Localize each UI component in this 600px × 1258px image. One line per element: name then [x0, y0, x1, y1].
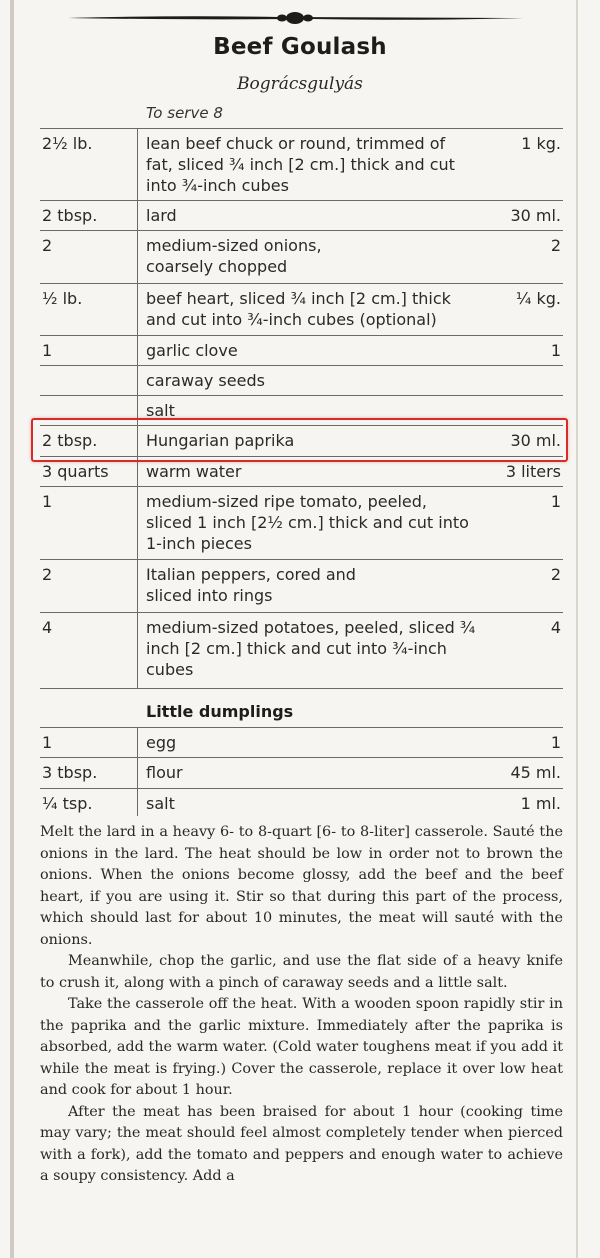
- ingredient-qty-metric: 1 kg.: [521, 134, 561, 153]
- ingredient-description: beef heart, sliced ¾ inch [2 cm.] thick and cut into ¾-inch cubes (optional): [146, 289, 451, 329]
- ingredient-qty-us: 3 tbsp.: [42, 763, 98, 782]
- ingredient-row: [40, 128, 563, 200]
- ingredient-qty-metric: 45 ml.: [510, 763, 561, 782]
- recipe-subtitle: Bográcsgulyás: [237, 74, 363, 94]
- ingredient-row: [40, 486, 563, 559]
- ingredient-qty-us: 2: [42, 565, 53, 584]
- ingredient-description: lard: [146, 206, 177, 225]
- ingredient-qty-us: 2½ lb.: [42, 134, 93, 153]
- ingredient-qty-metric: ¼ kg.: [515, 289, 561, 308]
- ornament-divider-icon: [68, 8, 523, 28]
- instruction-paragraph: After the meat has been braised for about 1 hour (cooking time may vary; the meat should feel almost completely tender when pierced with a fork), add the tomato and peppers and enough water to achieve a soupy consistency. Add a: [40, 1103, 563, 1184]
- ingredient-qty-us: 1: [42, 341, 53, 360]
- page-edge-right: [576, 0, 578, 1258]
- ingredient-description: lean beef chuck or round, trimmed of fat, sliced ¾ inch [2 cm.] thick and cut into ¾-inch cubes: [146, 134, 455, 195]
- ingredient-description: Hungarian paprika: [146, 431, 295, 450]
- ingredient-qty-us: 3 quarts: [42, 462, 109, 481]
- ingredient-description: Italian peppers, cored and sliced into rings: [146, 565, 356, 605]
- ingredient-qty-metric: 1 ml.: [520, 794, 561, 813]
- ingredient-row: [40, 365, 563, 395]
- ingredient-description: medium-sized onions, coarsely chopped: [146, 236, 322, 276]
- ingredient-description: garlic clove: [146, 341, 238, 360]
- page-edge-left: [10, 0, 14, 1258]
- dumpling-ingredient-row: [40, 727, 563, 757]
- ingredient-row: [40, 335, 563, 365]
- ingredient-row: [40, 612, 563, 688]
- ingredient-qty-metric: 2: [550, 565, 561, 584]
- ingredient-qty-us: 4: [42, 618, 53, 637]
- dumpling-ingredient-row: [40, 788, 563, 816]
- ingredient-description: flour: [146, 763, 183, 782]
- dumplings-heading: Little dumplings: [146, 702, 294, 721]
- ingredient-qty-us: 1: [42, 492, 53, 511]
- ingredient-qty-us: ½ lb.: [42, 289, 83, 308]
- ingredient-row: [40, 283, 563, 335]
- ingredient-qty-metric: 1: [550, 341, 561, 360]
- ingredient-row: [40, 200, 563, 230]
- serving-size: To serve 8: [146, 104, 223, 122]
- ingredient-description: salt: [146, 794, 175, 813]
- ingredient-qty-metric: 1: [550, 492, 561, 511]
- ingredient-description: medium-sized ripe tomato, peeled, sliced 1 inch [2½ cm.] thick and cut into 1-inch pieces: [146, 492, 469, 553]
- ingredients-divider: [40, 688, 563, 689]
- ingredient-qty-us: 2: [42, 236, 53, 255]
- ingredient-qty-metric: 3 liters: [505, 462, 561, 481]
- instruction-paragraph: Take the casserole off the heat. With a wooden spoon rapidly stir in the paprika and the garlic mixture. Immediately after the paprika is absorbed, add the warm water. (Cold water toughens meat if you add it while the meat is frying.) Cover the casserole, replace it over low heat and cook for about 1 hour.: [40, 996, 563, 1098]
- instruction-paragraph: Melt the lard in a heavy 6- to 8-quart [6- to 8-liter] casserole. Sauté the onions in the lard. The heat should be low in order not to brown the onions. When the onions become glossy, add the beef and the beef heart, if you are using it. Stir so that during this part of the process, which should last for about 10 minutes, the meat will sauté with the onions.: [40, 824, 563, 948]
- ingredient-row: [40, 230, 563, 283]
- dumpling-ingredient-row: [40, 757, 563, 788]
- ingredient-description: medium-sized potatoes, peeled, sliced ¾ inch [2 cm.] thick and cut into ¾-inch cubes: [146, 618, 476, 679]
- recipe-title: Beef Goulash: [213, 34, 387, 60]
- ingredient-qty-metric: 30 ml.: [510, 206, 561, 225]
- ingredient-qty-us: ¼ tsp.: [42, 794, 93, 813]
- ingredient-qty-metric: 2: [550, 236, 561, 255]
- instruction-paragraph: Meanwhile, chop the garlic, and use the flat side of a heavy knife to crush it, along with a pinch of caraway seeds and a little salt.: [40, 953, 563, 991]
- ingredient-description: warm water: [146, 462, 242, 481]
- ingredient-qty-us: 2 tbsp.: [42, 206, 98, 225]
- ingredient-qty-us: 1: [42, 733, 53, 752]
- ingredient-qty-us: 2 tbsp.: [42, 431, 98, 450]
- highlight-box-paprika: [31, 418, 568, 462]
- instructions: [40, 822, 563, 1188]
- ingredient-qty-metric: 1: [550, 733, 561, 752]
- ingredient-qty-metric: 30 ml.: [510, 431, 561, 450]
- ingredient-description: egg: [146, 733, 177, 752]
- ingredient-row: [40, 559, 563, 612]
- ingredient-description: salt: [146, 401, 175, 420]
- ingredient-description: caraway seeds: [146, 371, 265, 390]
- ingredient-qty-metric: 4: [550, 618, 561, 637]
